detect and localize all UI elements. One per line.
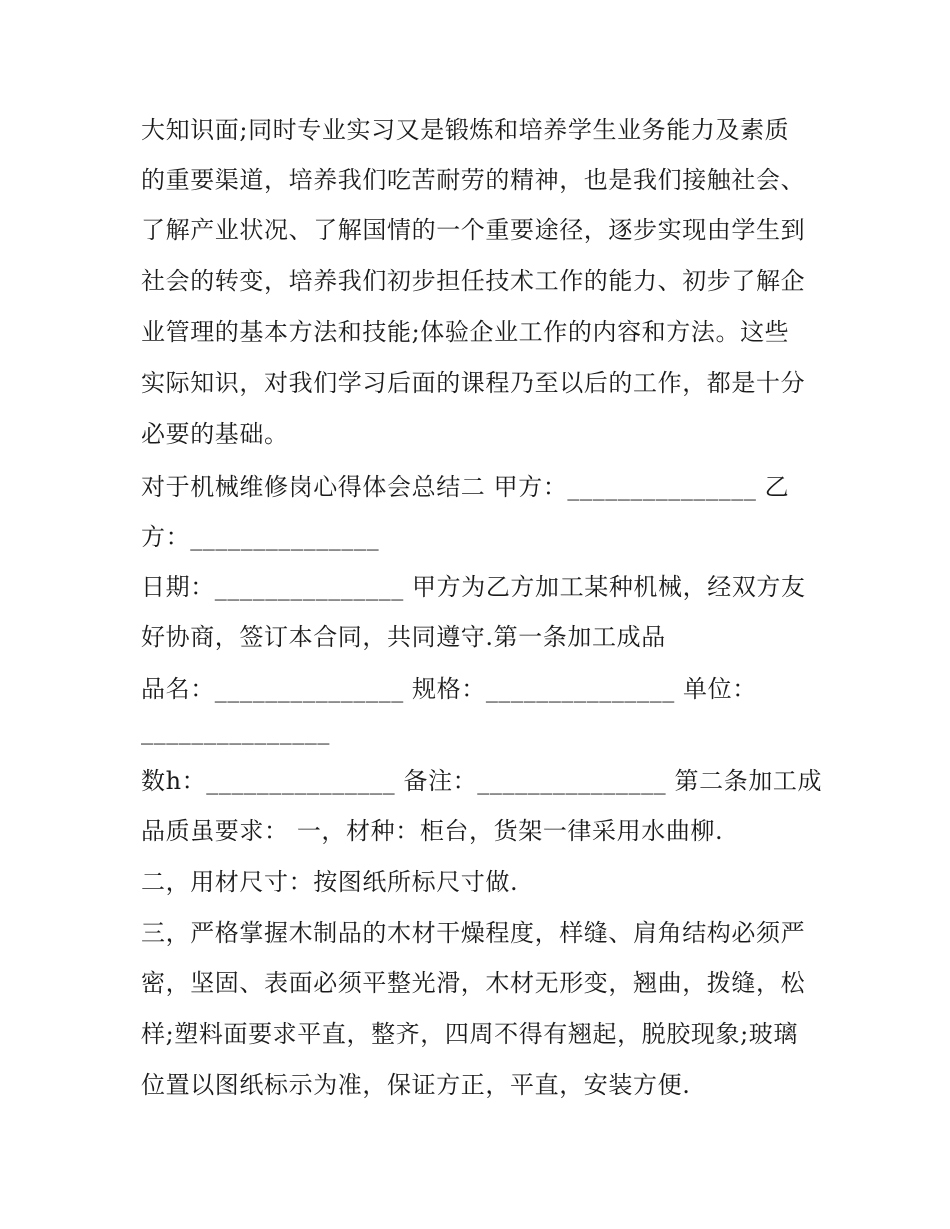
text-line: 密，坚固、表面必须平整光滑，木材无形变，翘曲，拨缝，松 [141,969,806,997]
text-line: 了解产业状况、了解国情的一个重要途径，逐步实现由学生到 [141,216,806,244]
text-line: 位置以图纸标示为准，保证方正，平直，安装方便. [141,1071,691,1099]
text-line: 大知识面;同时专业实习又是锻炼和培养学生业务能力及素质 [141,116,790,144]
party-b-line: 方：_______________ [141,523,380,551]
text-line: 社会的转变，培养我们初步担任技术工作的能力、初步了解企 [141,267,806,295]
text-line: 品质虽要求： 一，材种：柜台，货架一律采用水曲柳. [141,817,724,845]
unit-blank-line: _______________ [141,717,330,745]
text-line: 三，严格掌握木制品的木材干燥程度，样缝、肩角结构必须严 [141,919,806,947]
text-line: 样;塑料面要求平直，整齐，四周不得有翘起，脱胶现象;玻璃 [141,1020,798,1048]
text-line: 的重要渠道，培养我们吃苦耐劳的精神，也是我们接触社会、 [141,166,806,194]
text-line: 业管理的基本方法和技能;体验企业工作的内容和方法。这些 [141,318,790,346]
date-line: 日期：_______________ 甲方为乙方加工某种机械，经双方友 [141,573,806,601]
text-line: 实际知识，对我们学习后面的课程乃至以后的工作，都是十分 [141,369,806,397]
text-line: 二，用材尺寸：按图纸所标尺寸做. [141,868,519,896]
contract-heading-line: 对于机械维修岗心得体会总结二 甲方：_______________ 乙 [141,473,790,501]
product-fields-line: 品名：_______________ 规格：_______________ 单位： [141,675,757,703]
text-line: 好协商，签订本合同，共同遵守.第一条加工成品 [141,623,666,651]
text-line: 必要的基础。 [141,420,289,448]
quantity-notes-line: 数h：_______________ 备注：_______________ 第二条加工成 [141,767,823,795]
